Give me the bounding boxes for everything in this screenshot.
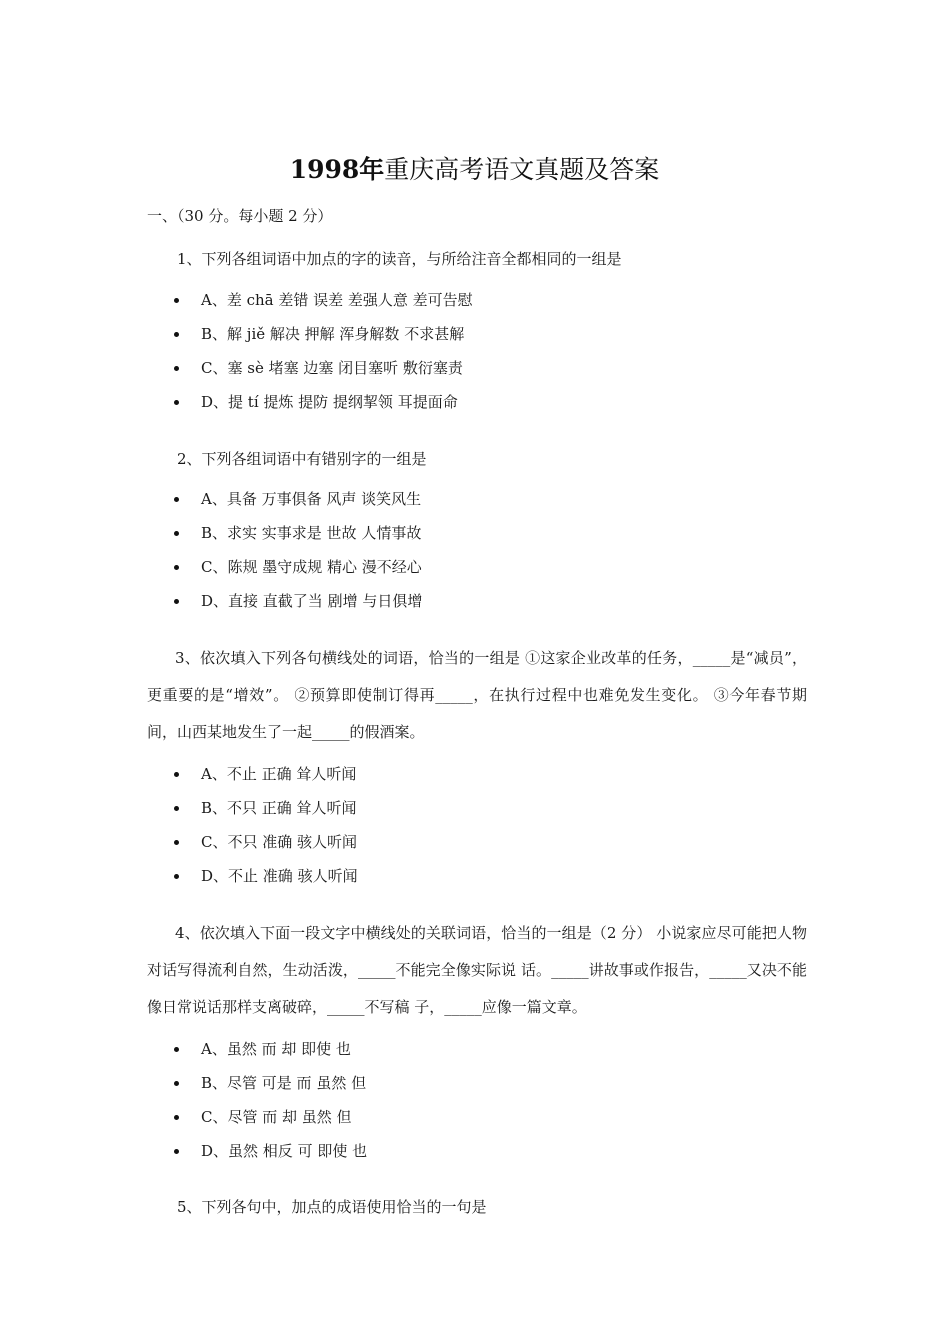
question-3-stem: 3、依次填入下列各句横线处的词语，恰当的一组是 ①这家企业改革的任务，_____是“减员”，更重要的是“增效”。 ②预算即使制订得再_____，在执行过程中也难免发生变化。 ③今年春节期间，山西某地发生了一起_____的假酒案。 <box>147 649 807 741</box>
question-2-stem: 2、下列各组词语中有错别字的一组是 <box>177 450 427 468</box>
bullet-icon <box>174 298 179 303</box>
bullet-icon <box>174 1115 179 1120</box>
bullet-icon <box>174 497 179 502</box>
bullet-icon <box>174 772 179 777</box>
page-title <box>0 150 949 190</box>
document-page: 1998年重庆高考语文真题及答案 一、（30 分。每小题 2 分） 1、下列各组词语中加点的字的读音，与所给注音全都相同的一组是 A、差 chā 差错 误差 差强人意 差可告慰 B、解 jiě 解决 押解 浑身解数 不求甚解 C、塞 sè 堵塞 边塞 闭目塞听 敷衍塞责 D、提 tí 提炼 提防 提纲挈领 耳提面命 2、下列各组词语中有错别字的一组是 A、具备 万事俱备 风声 谈笑风生 B、求实 实事求是 世故 人情事故 C、陈规 墨守成规 精心 漫不经心 D、直接 直截了当 剧增 与日俱增 3、依次填入下列各句横线处的词语，恰当的一组是 ①这家企业改革的任务，_____是“减员”，更重要的是“增效”。 ②预算即使制订得再_____，在执行过程中也难免发生变化。 ③今年春节期间，山西某地发生了一起_____的假酒案。 A、不止 正确 耸人听闻 B、不只 正确 耸人听闻 C、不只 准确 骇人听闻 D、不止 准确 骇人听闻 4、依次填入下面一段文字中横线处的关联词语，恰当的一组是（2 分） 小说家应尽可能把人物对话写得流利自然，生动活泼，_____不能完全像实际说 话。_____讲故事或作报告，_____又决不能像日常说话那样支离破碎，_____不写稿 子，_____应像一篇文章。 A、虽然 而 却 即使 也 B、尽管 可是 而 虽然 但 C、尽管 而 却 虽然 但 D、虽然 相反 可 即使 也 5、下列各句中，加点的成语使用恰当的一句是 <box>0 0 949 1344</box>
question-4-stem: 4、依次填入下面一段文字中横线处的关联词语，恰当的一组是（2 分） 小说家应尽可能把人物对话写得流利自然，生动活泼，_____不能完全像实际说 话。_____讲故事或作报告，_____又决不能像日常说话那样支离破碎，_____不写稿 子，_____应像一篇文章。 <box>147 924 807 1016</box>
bullet-icon <box>174 1081 179 1086</box>
bullet-icon <box>174 531 179 536</box>
bullet-icon <box>174 1047 179 1052</box>
bullet-icon <box>174 1149 179 1154</box>
bullet-icon <box>174 366 179 371</box>
bullet-icon <box>174 599 179 604</box>
title-text: 重庆高考语文真题及答案 <box>384 155 660 184</box>
title-year: 1998年 <box>289 155 385 184</box>
section-heading: 一、（30 分。每小题 2 分） <box>147 207 333 225</box>
question-5-stem: 5、下列各句中，加点的成语使用恰当的一句是 <box>177 1198 487 1216</box>
bullet-icon <box>174 400 179 405</box>
bullet-icon <box>174 840 179 845</box>
bullet-icon <box>174 332 179 337</box>
bullet-icon <box>174 565 179 570</box>
question-1-stem: 1、下列各组词语中加点的字的读音，与所给注音全都相同的一组是 <box>177 250 622 268</box>
bullet-icon <box>174 874 179 879</box>
bullet-icon <box>174 806 179 811</box>
